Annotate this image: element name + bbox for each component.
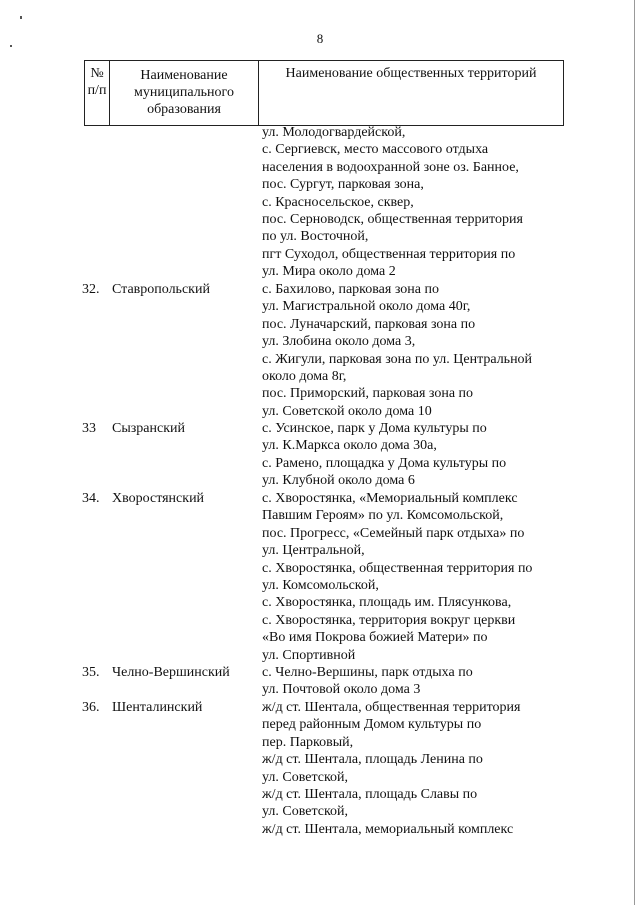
row-number: 34. — [82, 491, 100, 506]
territory-list: ул. Молодогвардейской, с. Сергиевск, место массового отдыха населения в водоохранной зоне оз. Банное, пос. Сургут, парковая зона, с. Красносельское, сквер, пос. Серноводск, общественная территория по ул. Восточной, пгт Суходол, общественная территория по ул. Мира около дома 2 — [262, 125, 523, 280]
scan-mark — [20, 16, 22, 19]
table-header — [84, 60, 564, 126]
municipality-name: Шенталинский — [112, 700, 203, 715]
territory-list: с. Хворостянка, «Мемориальный комплекс Павшим Героям» по ул. Комсомольской, пос. Прогресс, «Семейный парк отдыха» по ул. Центральной, с. Хворостянка, общественная территория по ул. Комсомольской, с. Хворостянка, площадь им. Плясункова, с. Хворостянка, территория вокруг церкви «Во имя Покрова божией Матери» по ул. Спортивной — [262, 491, 533, 663]
header-col-municipality: Наименование муниципального образования — [134, 68, 234, 117]
header-col-number: № п/п — [87, 66, 107, 98]
row-number: 33 — [82, 421, 96, 436]
page-number: 8 — [316, 31, 324, 46]
header-col-territories: Наименование общественных территорий — [285, 66, 537, 81]
row-number: 35. — [82, 665, 100, 680]
scan-edge — [634, 0, 635, 905]
row-number: 36. — [82, 700, 100, 715]
row-number: 32. — [82, 282, 100, 297]
territory-list: с. Челно-Вершины, парк отдыха по ул. Почтовой около дома 3 — [262, 665, 473, 698]
municipality-name: Челно-Вершинский — [112, 665, 230, 680]
territory-list: ж/д ст. Шентала, общественная территория перед районным Домом культуры по пер. Парковый, ж/д ст. Шентала, площадь Ленина по ул. Советской, ж/д ст. Шентала, площадь Славы по ул. Советской, ж/д ст. Шентала, мемориальный комплекс — [262, 700, 521, 837]
territory-list: с. Бахилово, парковая зона по ул. Магистральной около дома 40г, пос. Луначарский, парковая зона по ул. Злобина около дома 3, с. Жигули, парковая зона по ул. Центральной около дома 8г, пос. Приморский, парковая зона по ул. Советской около дома 10 — [262, 282, 533, 419]
municipality-name: Хворостянский — [112, 491, 205, 506]
municipality-name: Сызранский — [112, 421, 185, 436]
territory-list: с. Усинское, парк у Дома культуры по ул. К.Маркса около дома 30а, с. Рамено, площадка у Дома культуры по ул. Клубной около дома 6 — [262, 421, 507, 489]
municipality-name: Ставропольский — [112, 282, 210, 297]
